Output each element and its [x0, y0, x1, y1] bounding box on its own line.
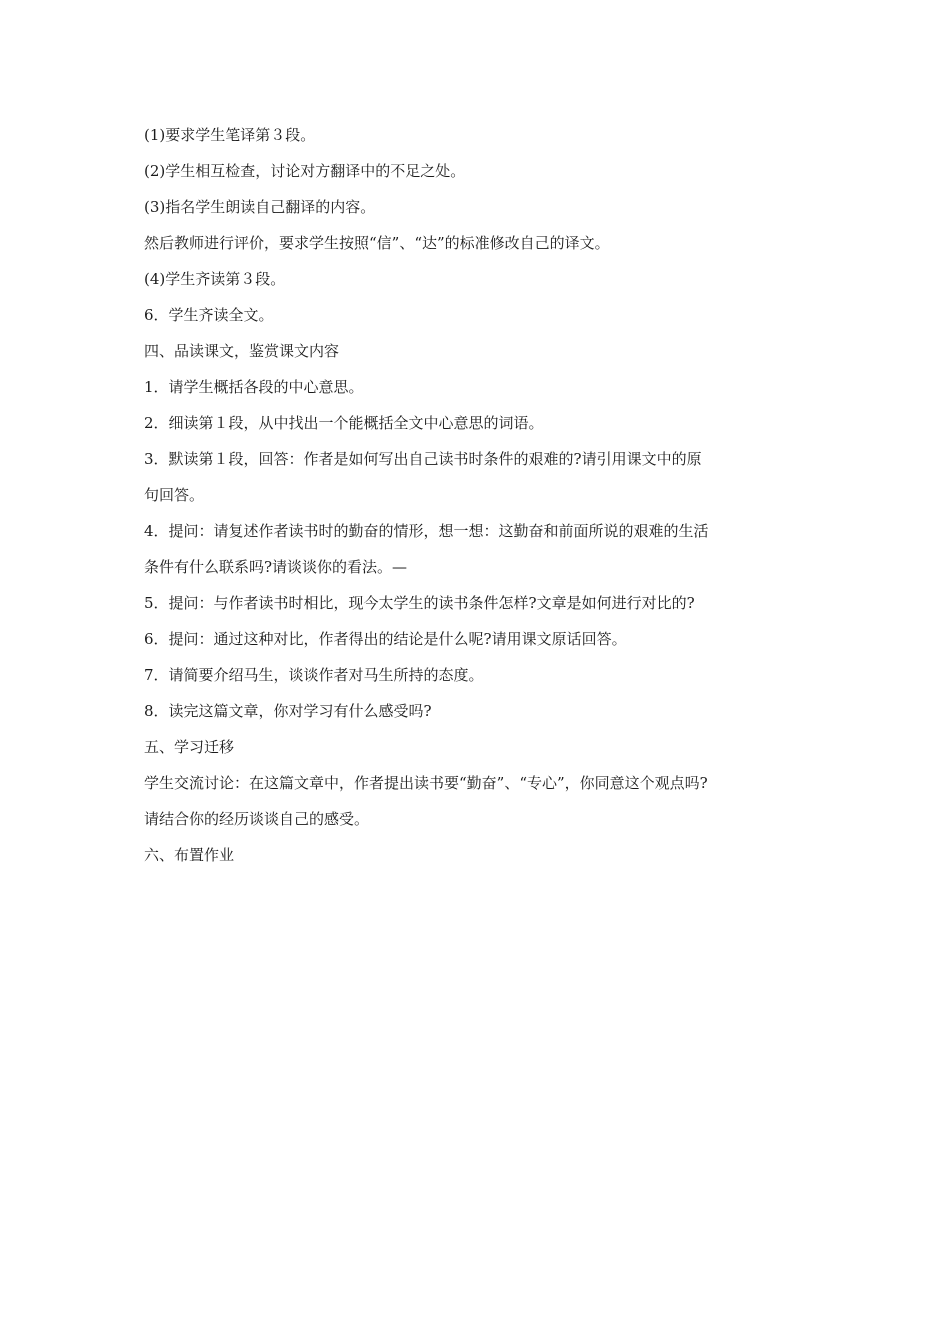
question-3: 3．默读第１段，回答：作者是如何写出自己读书时条件的艰难的?请引用课文中的原: [144, 450, 702, 468]
question-2: 2．细读第１段，从中找出一个能概括全文中心意思的词语。: [144, 414, 544, 432]
section-heading-6: 六、布置作业: [144, 846, 235, 864]
question-4-continued: 条件有什么联系吗?请谈谈你的看法。—: [144, 558, 408, 576]
step-1-line: (1)要求学生笔译第３段。: [144, 126, 316, 144]
question-5: 5．提问：与作者读书时相比，现今太学生的读书条件怎样?文章是如何进行对比的?: [144, 594, 695, 612]
question-6: 6．提问：通过这种对比，作者得出的结论是什么呢?请用课文原话回答。: [144, 630, 627, 648]
item-6-read-full-text: 6．学生齐读全文。: [144, 306, 274, 324]
section-heading-5: 五、学习迁移: [144, 738, 235, 756]
question-1: 1．请学生概括各段的中心意思。: [144, 378, 364, 396]
step-2-line: (2)学生相互检查，讨论对方翻译中的不足之处。: [144, 162, 466, 180]
document-body: [144, 117, 824, 873]
section-heading-4: 四、品读课文，鉴赏课文内容: [144, 342, 340, 360]
step-4-line: (4)学生齐读第３段。: [144, 270, 286, 288]
question-7: 7．请简要介绍马生，谈谈作者对马生所持的态度。: [144, 666, 484, 684]
discussion-prompt-continued: 请结合你的经历谈谈自己的感受。: [144, 810, 370, 828]
discussion-prompt: 学生交流讨论：在这篇文章中，作者提出读书要“勤奋”、“专心”，你同意这个观点吗?: [144, 774, 708, 792]
question-8: 8．读完这篇文章，你对学习有什么感受吗?: [144, 702, 432, 720]
teacher-evaluation-line: 然后教师进行评价，要求学生按照“信”、“达”的标准修改自己的译文。: [144, 234, 610, 252]
step-3-line: (3)指名学生朗读自己翻译的内容。: [144, 198, 376, 216]
question-4: 4．提问：请复述作者读书时的勤奋的情形，想一想：这勤奋和前面所说的艰难的生活: [144, 522, 709, 540]
question-3-continued: 句回答。: [144, 486, 205, 504]
